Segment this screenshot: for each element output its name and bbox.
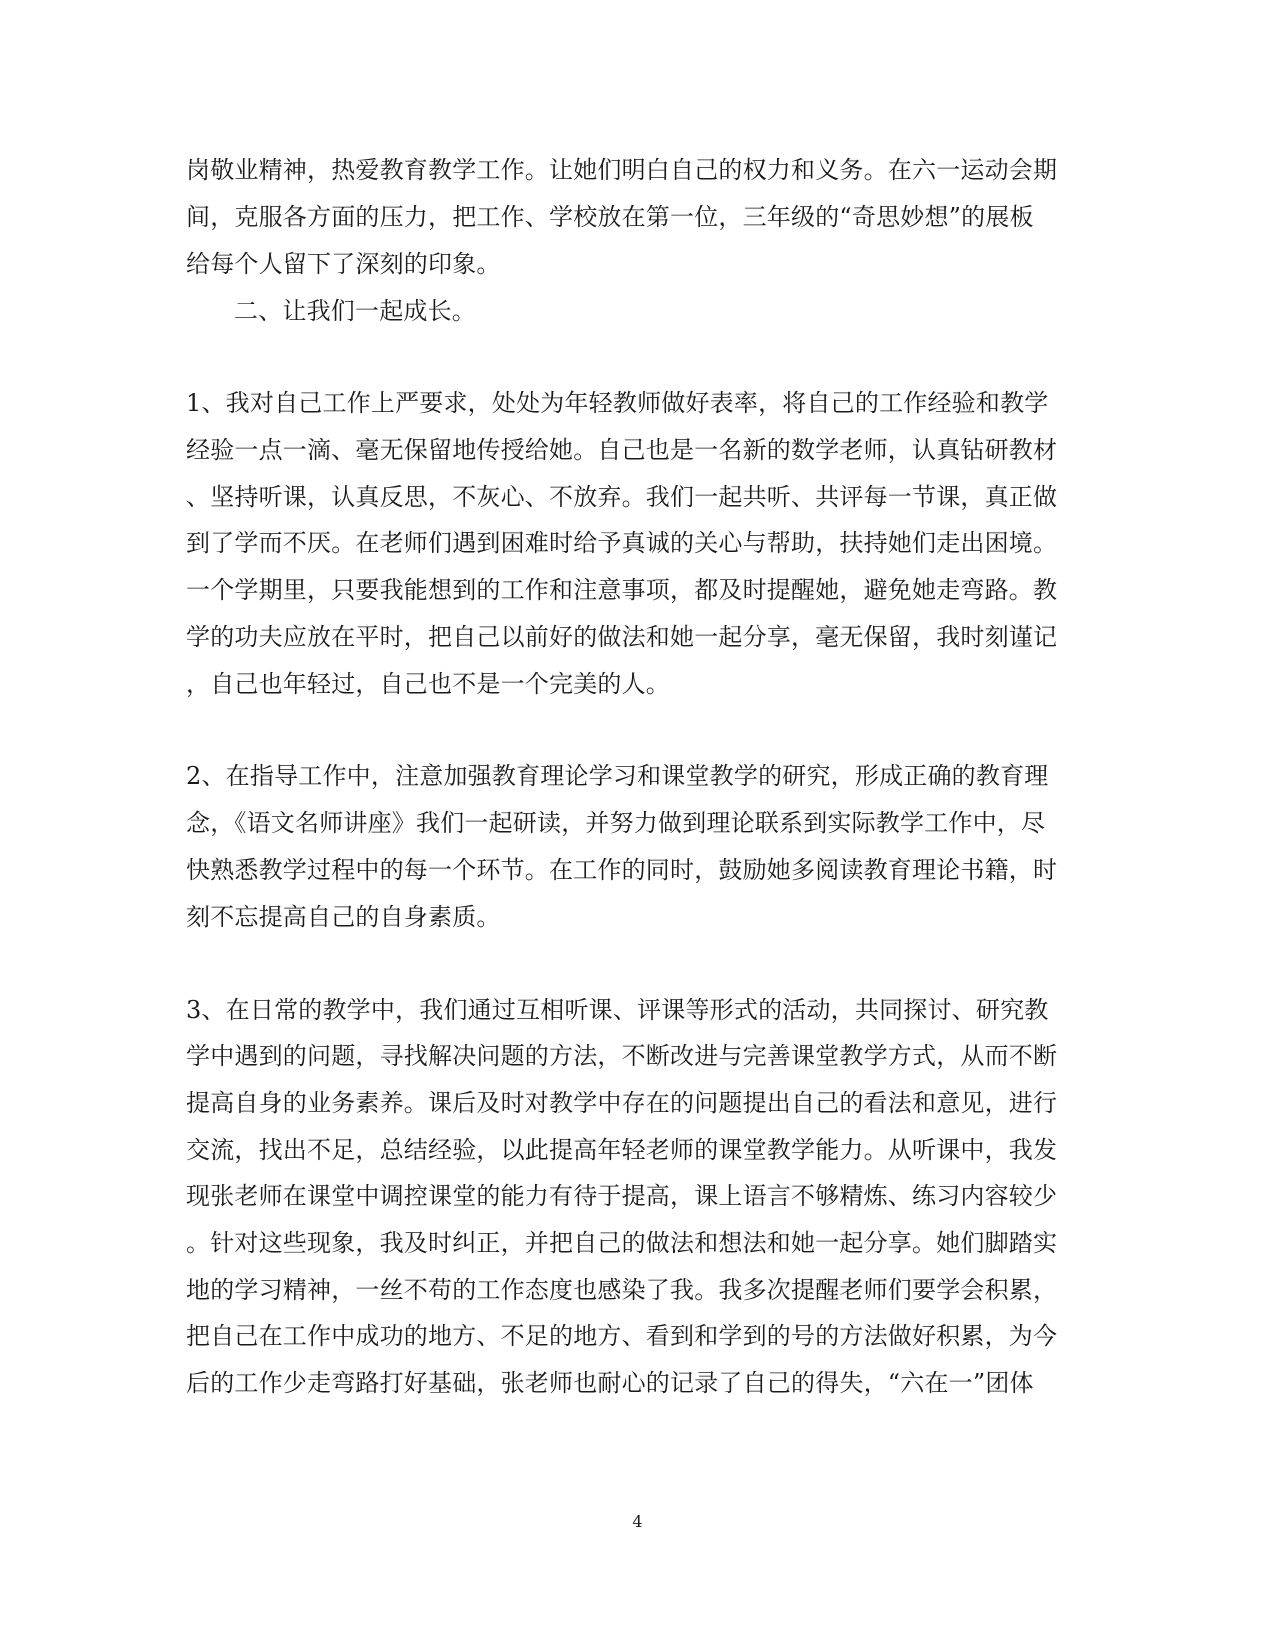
text-line: 到了学而不厌。在老师们遇到困难时给予真诚的关心与帮助，扶持她们走出困境。 [186,529,1058,557]
section-heading: 二、让我们一起成长。 [234,297,476,325]
text-line: 交流，找出不足，总结经验，以此提高年轻老师的课堂教学能力。从听课中，我发 [186,1136,1058,1164]
text-line: 现张老师在课堂中调控课堂的能力有待于提高，课上语言不够精炼、练习内容较少 [186,1182,1058,1210]
text-line: ，自己也年轻过，自己也不是一个完美的人。 [186,670,670,698]
text-line: 2、在指导工作中，注意加强教育理论学习和课堂教学的研究，形成正确的教育理 [186,762,1049,790]
text-line: 刻不忘提高自己的自身素质。 [186,903,501,931]
text-line: 间，克服各方面的压力，把工作、学校放在第一位，三年级的“奇思妙想”的展板 [186,203,1034,231]
text-line: 把自己在工作中成功的地方、不足的地方、看到和学到的号的方法做好积累，为今 [186,1322,1058,1350]
text-line: 念，《语文名师讲座》我们一起研读，并努力做到理论联系到实际教学工作中，尽 [186,809,1046,837]
text-line: 给每个人留下了深刻的印象。 [186,250,501,278]
text-line: 。针对这些现象，我及时纠正，并把自己的做法和想法和她一起分享。她们脚踏实 [186,1229,1058,1257]
text-line: 岗敬业精神，热爱教育教学工作。让她们明白自己的权力和义务。在六一运动会期 [186,156,1058,184]
text-line: 经验一点一滴、毫无保留地传授给她。自己也是一名新的数学老师，认真钻研教材 [186,436,1058,464]
text-line: 、坚持听课，认真反思，不灰心、不放弃。我们一起共听、共评每一节课，真正做 [186,483,1058,511]
page-number: 4 [632,1512,643,1531]
text-line: 提高自身的业务素养。课后及时对教学中存在的问题提出自己的看法和意见，进行 [186,1089,1058,1117]
text-line: 一个学期里，只要我能想到的工作和注意事项，都及时提醒她，避免她走弯路。教 [186,576,1058,604]
text-line: 学的功夫应放在平时，把自己以前好的做法和她一起分享，毫无保留，我时刻谨记 [186,623,1058,651]
text-line: 学中遇到的问题，寻找解决问题的方法，不断改进与完善课堂教学方式，从而不断 [186,1042,1058,1070]
text-line: 后的工作少走弯路打好基础，张老师也耐心的记录了自己的得失，“六在一”团体 [186,1369,1034,1397]
text-line: 1、我对自己工作上严要求，处处为年轻教师做好表率，将自己的工作经验和教学 [186,389,1049,417]
text-line: 地的学习精神，一丝不苟的工作态度也感染了我。我多次提醒老师们要学会积累， [186,1276,1058,1304]
text-line: 快熟悉教学过程中的每一个环节。在工作的同时，鼓励她多阅读教育理论书籍，时 [186,856,1058,884]
text-line: 3、在日常的教学中，我们通过互相听课、评课等形式的活动，共同探讨、研究教 [186,996,1049,1024]
